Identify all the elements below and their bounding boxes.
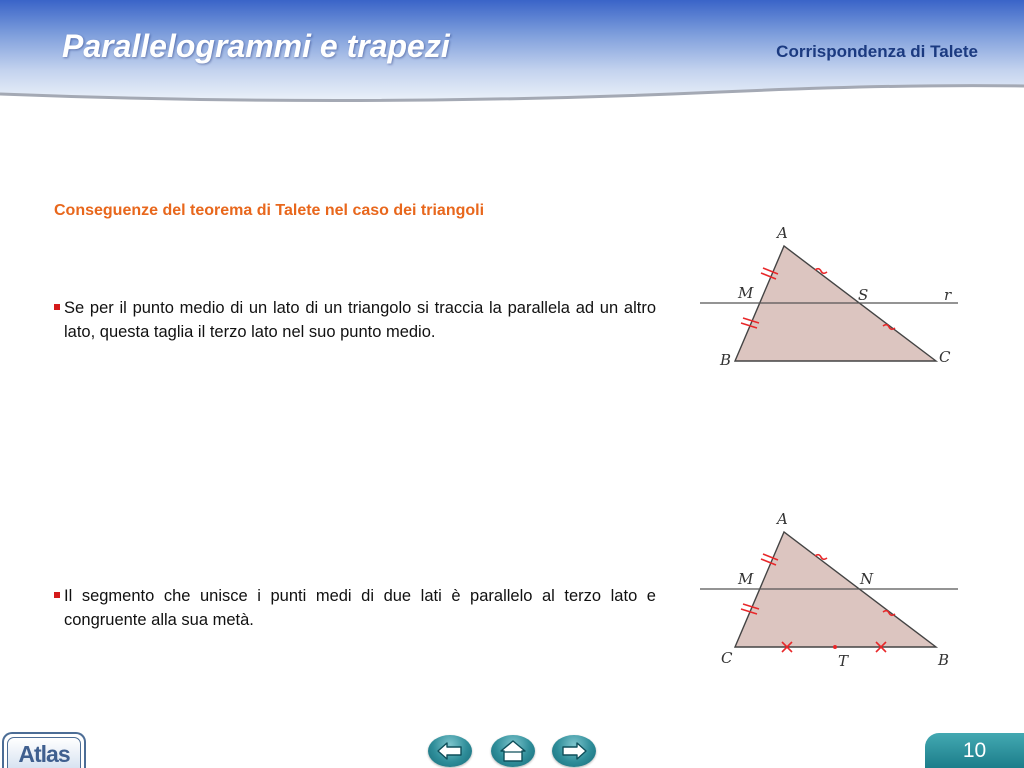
label-T: T [838, 652, 849, 670]
bullet-item [54, 584, 656, 632]
label-C: C [939, 348, 951, 366]
home-button[interactable] [491, 735, 535, 767]
triangle-figure-midsegment [700, 508, 962, 673]
label-C: C [721, 649, 733, 667]
label-A: A [777, 224, 788, 242]
section-title: Corrispondenza di Talete [776, 42, 978, 61]
label-B: B [720, 351, 732, 369]
label-M: M [738, 570, 754, 588]
bullet-marker [54, 304, 60, 310]
logo-frame [7, 737, 81, 768]
page-title: Parallelogrammi e trapezi [62, 28, 450, 64]
page-number: 10 [925, 733, 1024, 768]
bullet-marker [54, 592, 60, 598]
home-icon [491, 735, 535, 767]
bullet-text: Il segmento che unisce i punti medi di due lati è parallelo al terzo lato e congruente alla sua metà. [64, 587, 656, 629]
atlas-logo [2, 732, 86, 768]
previous-button[interactable] [428, 735, 472, 767]
bullet-item [54, 296, 656, 344]
midpoint-dot [833, 645, 837, 649]
arrow-right-icon [552, 735, 596, 767]
logo-text: Atlas [18, 741, 70, 767]
arrow-left-icon [428, 735, 472, 767]
label-M: M [738, 284, 754, 302]
label-r: r [944, 286, 952, 304]
bullet-text: Se per il punto medio di un lato di un triangolo si traccia la parallela ad un altro lato, questa taglia il terzo lato nel suo punto medio. [64, 299, 656, 341]
label-N: N [860, 570, 874, 588]
triangle-figure-midpoint [700, 222, 962, 372]
content-subtitle: Conseguenze del teorema di Talete nel caso dei triangoli [54, 202, 485, 219]
label-B: B [938, 651, 950, 669]
next-button[interactable] [552, 735, 596, 767]
label-A: A [777, 510, 788, 528]
label-S: S [858, 286, 869, 304]
header-curve [0, 70, 1024, 110]
